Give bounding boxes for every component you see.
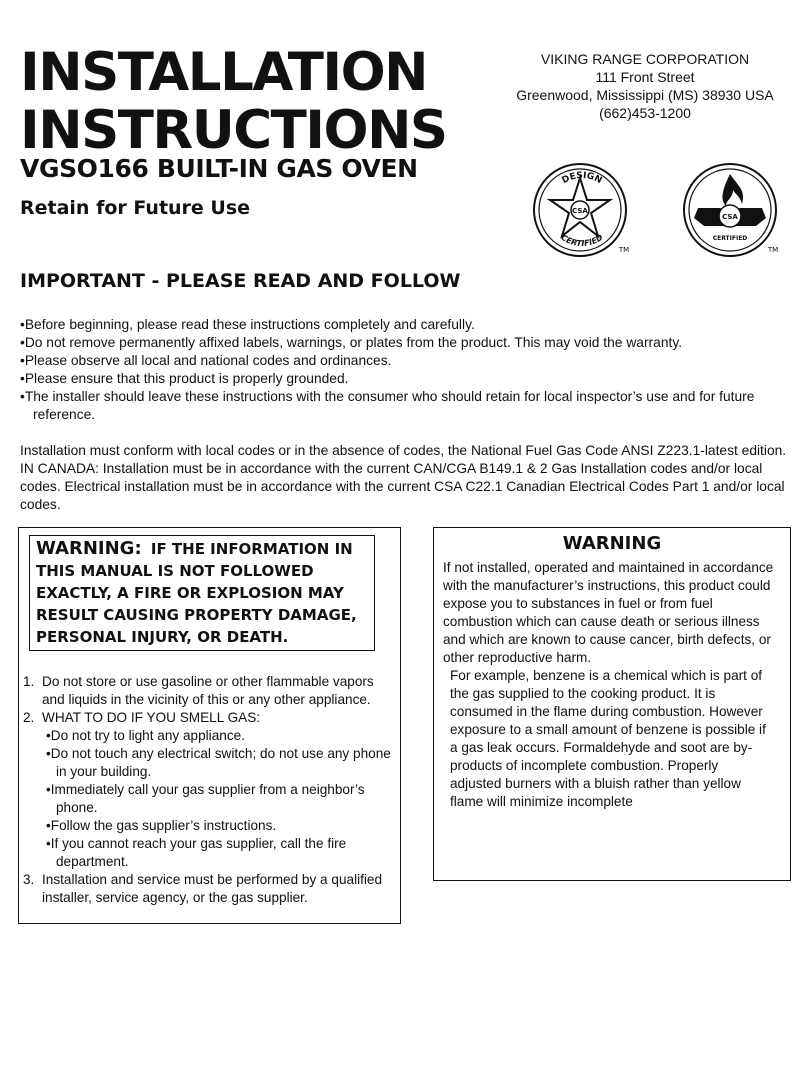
gas-warning-box	[18, 527, 401, 924]
seal-cert-label: CERTIFIED	[712, 235, 748, 242]
safety-steps-list	[19, 673, 399, 907]
street-address: 111 Front Street	[595, 69, 695, 85]
seal-design-bottom-text: CERTIFIED	[559, 232, 605, 249]
city-address: Greenwood, Mississippi (MS) 38930 USA	[516, 87, 774, 103]
title-line-1: INSTALLATION	[20, 42, 428, 103]
warning-paragraph-2: For example, benzene is a chemical which is part of the gas supplied to the cooking product. It is consumed in the flame during combustion. However exposure to a small amount of benzene is possible if a gas leak occurs. Formaldehyde and soot are by-products of incomplete combustion. Properly adjusted burners with a bluish rather than yellow flame will minimize incomplete	[450, 668, 766, 809]
prop65-warning-box	[433, 527, 791, 881]
warning-heading: WARNING	[562, 533, 662, 554]
step-number: 1.	[23, 674, 35, 689]
list-item: •Do not remove permanently affixed labels, warnings, or plates from the product. This may void the warranty.	[20, 335, 683, 350]
list-item: •Please observe all local and national codes and ordinances.	[20, 353, 392, 368]
model-title: VGSO166 BUILT-IN GAS OVEN	[20, 154, 418, 183]
list-item: •The installer should leave these instructions with the consumer who should retain for local inspector’s use and for future reference.	[20, 389, 755, 422]
warning-paragraph-1: If not installed, operated and maintained in accordance with the manufacturer’s instructions, this product could expose you to substances in fuel or from fuel combustion which can cause death or serious illness and which are known to cause cancer, birth defects, or other reproductive harm.	[443, 560, 774, 665]
retain-note: Retain for Future Use	[20, 197, 251, 219]
list-item: •Before beginning, please read these instructions completely and carefully.	[20, 317, 475, 332]
step-number: 2.	[23, 710, 35, 725]
important-bullet-list	[20, 316, 790, 424]
step-text: WHAT TO DO IF YOU SMELL GAS:	[42, 710, 261, 725]
warning-label: WARNING:	[36, 538, 142, 559]
list-item: •Do not try to light any appliance.	[46, 728, 245, 743]
company-name: VIKING RANGE CORPORATION	[540, 51, 750, 67]
title-line-2: INSTRUCTIONS	[20, 100, 447, 161]
csa-certified-flame-seal-icon	[680, 160, 780, 260]
warning-text: IF THE INFORMATION IN THIS MANUAL IS NOT FOLLOWED EXACTLY, A FIRE OR EXPLOSION MAY RESULT CAUSING PROPERTY DAMAGE, PERSONAL INJURY, OR DEATH.	[36, 540, 357, 646]
phone-number: (662)453-1200	[599, 105, 691, 121]
company-address	[470, 50, 808, 122]
important-heading: IMPORTANT - PLEASE READ AND FOLLOW	[20, 270, 461, 292]
seal-design-center-text: CSA	[572, 207, 588, 215]
list-item	[19, 709, 399, 871]
document-title	[20, 44, 447, 160]
list-item: •If you cannot reach your gas supplier, call the fire department.	[46, 836, 347, 869]
list-item	[19, 673, 399, 709]
list-item: •Follow the gas supplier’s instructions.	[46, 818, 277, 833]
seal-design-tm: TM	[618, 246, 630, 254]
list-item	[19, 871, 399, 907]
list-item: •Immediately call your gas supplier from a neighbor’s phone.	[46, 782, 365, 815]
design-certified-seal-icon	[532, 160, 632, 260]
seal-design-top-text: DESIGN	[560, 170, 604, 187]
seal-cert-tm: TM	[767, 246, 779, 254]
seal-cert-center-text: CSA	[722, 213, 738, 221]
step-text: Do not store or use gasoline or other flammable vapors and liquids in the vicinity of this or any other appliance.	[42, 674, 374, 707]
fire-explosion-warning	[29, 535, 375, 651]
list-item: •Please ensure that this product is properly grounded.	[20, 371, 349, 386]
code-compliance-paragraph: Installation must conform with local codes or in the absence of codes, the National Fuel Gas Code ANSI Z223.1-latest edition. IN CANADA: Installation must be in accordance with the current CAN/CGA B149.1 & 2 Gas Installation codes and/or local codes. Electrical installation must be in accordance with the current CSA C22.1 Canadian Electrical Codes Part 1 and/or local codes.	[20, 443, 787, 512]
list-item: •Do not touch any electrical switch; do not use any phone in your building.	[46, 746, 391, 779]
step-number: 3.	[23, 872, 35, 887]
smell-gas-sublist	[42, 727, 399, 871]
step-text: Installation and service must be performed by a qualified installer, service agency, or the gas supplier.	[42, 872, 383, 905]
